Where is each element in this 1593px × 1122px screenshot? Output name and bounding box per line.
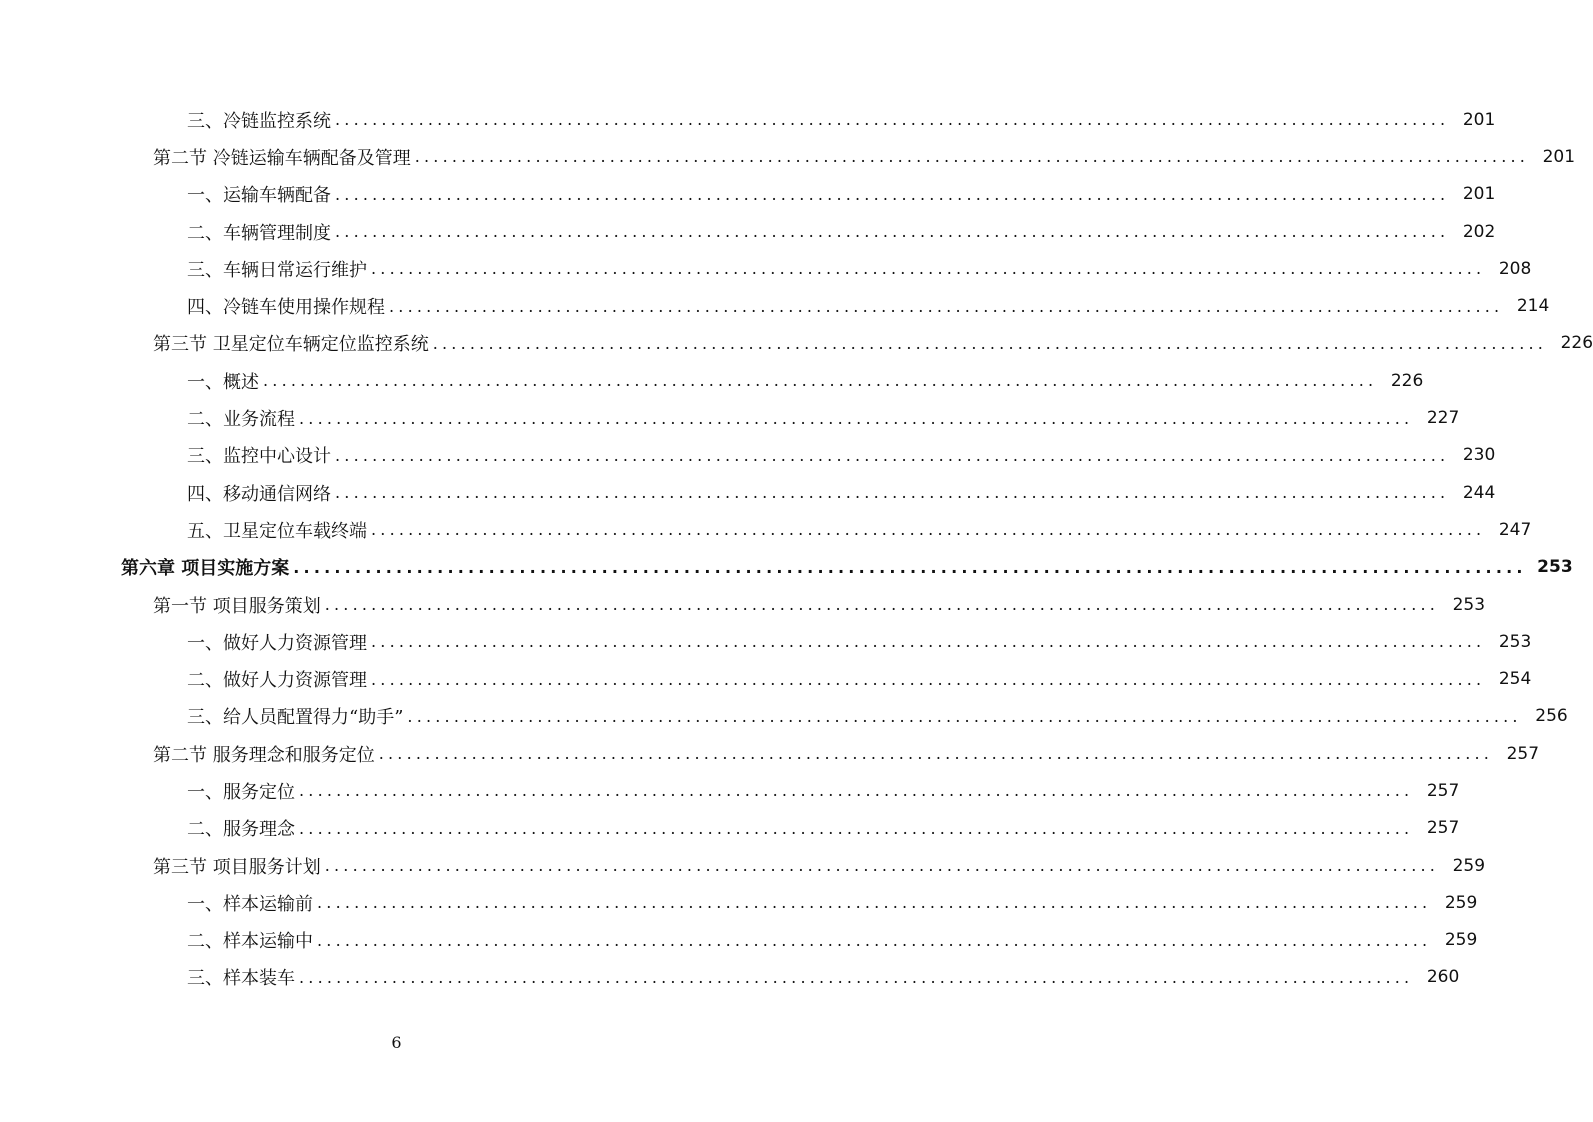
toc-entry[interactable] (0, 922, 1478, 959)
dot-leader: ........................................................................................................................ (293, 557, 1527, 577)
toc-entry[interactable] (0, 549, 1573, 586)
toc-entry[interactable] (0, 847, 1486, 884)
toc-entry[interactable] (0, 511, 1532, 548)
toc-entry-page: 259 (1444, 892, 1478, 913)
toc-entry-title: 第三节 项目服务计划 (153, 856, 321, 878)
toc-entry-title: 二、业务流程 (187, 409, 295, 431)
toc-entry-title: 第三节 卫星定位车辆定位监控系统 (153, 334, 429, 356)
toc-entry-page: 208 (1498, 258, 1532, 279)
toc-entry-page: 259 (1452, 855, 1486, 876)
toc-entry-title: 一、样本运输前 (187, 893, 313, 915)
toc-entry-page: 201 (1542, 146, 1576, 167)
toc-entry-page: 256 (1535, 706, 1568, 727)
toc-entry[interactable] (0, 287, 1550, 324)
toc-entry-title: 五、卫星定位车载终端 (187, 520, 367, 542)
toc-entry-page: 257 (1426, 780, 1460, 801)
toc-entry[interactable] (0, 772, 1460, 809)
toc-entry-title: 第一节 项目服务策划 (153, 595, 321, 617)
toc-entry-page: 214 (1516, 296, 1550, 317)
dot-leader: ........................................................................................................................ (371, 669, 1486, 689)
dot-leader: ........................................................................................................................ (335, 483, 1450, 503)
dot-leader: ........................................................................................................................ (389, 296, 1504, 316)
toc-entry-title: 一、服务定位 (187, 781, 295, 803)
toc-entry-page: 253 (1498, 631, 1532, 652)
toc-entry-page: 253 (1452, 594, 1486, 615)
toc-entry-page: 226 (1560, 333, 1593, 354)
toc-entry-page: 227 (1426, 408, 1460, 429)
toc-entry[interactable] (0, 250, 1532, 287)
toc-entry-title: 第二节 服务理念和服务定位 (153, 744, 375, 766)
dot-leader: ........................................................................................................................ (317, 930, 1432, 950)
dot-leader: ........................................................................................................................ (371, 632, 1486, 652)
toc-entry[interactable] (0, 176, 1496, 213)
dot-leader: ........................................................................................................................ (299, 818, 1414, 838)
toc-entry-page: 254 (1498, 669, 1532, 690)
toc-entry-title: 二、服务理念 (187, 819, 295, 841)
page-number: 6 (391, 1033, 402, 1052)
dot-leader: ........................................................................................................................ (335, 110, 1450, 130)
toc-entry-title: 一、运输车辆配备 (187, 185, 331, 207)
toc-entry-title: 四、冷链车使用操作规程 (187, 297, 385, 319)
dot-leader: ........................................................................................................................ (335, 184, 1450, 204)
toc-entry-title: 二、做好人力资源管理 (187, 670, 367, 692)
toc-entry-title: 三、冷链监控系统 (187, 110, 331, 132)
dot-leader: ........................................................................................................................ (432, 333, 1548, 353)
toc-entry[interactable] (0, 623, 1532, 660)
dot-leader: ........................................................................................................................ (299, 781, 1414, 801)
dot-leader: ........................................................................................................................ (371, 520, 1486, 540)
toc-entry[interactable] (0, 325, 1593, 362)
dot-leader: ........................................................................................................................ (335, 222, 1450, 242)
toc-entry[interactable] (0, 660, 1532, 697)
toc-entry-page: 259 (1444, 930, 1478, 951)
toc-entry-page: 257 (1506, 743, 1540, 764)
toc-entry-title: 二、车辆管理制度 (187, 222, 331, 244)
table-of-contents (0, 101, 1593, 996)
toc-entry-title: 三、监控中心设计 (187, 446, 331, 468)
toc-entry[interactable] (0, 474, 1496, 511)
toc-entry-title: 三、给人员配置得力“助手” (187, 707, 404, 729)
dot-leader: ........................................................................................................................ (371, 259, 1486, 279)
dot-leader: ........................................................................................................................ (324, 856, 1440, 876)
dot-leader: ........................................................................................................................ (299, 408, 1414, 428)
toc-entry-page: 257 (1426, 818, 1460, 839)
toc-entry-title: 三、样本装车 (187, 968, 295, 990)
toc-entry[interactable] (0, 586, 1486, 623)
toc-entry-page: 230 (1462, 445, 1496, 466)
toc-entry[interactable] (0, 138, 1576, 175)
toc-entry-page: 244 (1462, 482, 1496, 503)
toc-entry-page: 247 (1498, 519, 1532, 540)
toc-entry[interactable] (0, 884, 1478, 921)
toc-entry[interactable] (0, 437, 1496, 474)
toc-entry-page: 226 (1390, 370, 1424, 391)
toc-entry-title: 第二节 冷链运输车辆配备及管理 (153, 147, 411, 169)
dot-leader: ........................................................................................................................ (407, 706, 1522, 726)
dot-leader: ........................................................................................................................ (324, 595, 1440, 614)
dot-leader: ........................................................................................................................ (335, 445, 1450, 465)
toc-entry-title: 一、概述 (187, 371, 259, 393)
toc-entry[interactable] (0, 213, 1496, 250)
dot-leader: ........................................................................................................................ (414, 147, 1530, 167)
toc-entry-page: 202 (1462, 221, 1496, 242)
toc-entry-page: 201 (1462, 109, 1496, 130)
toc-entry[interactable] (0, 810, 1460, 847)
toc-entry-page: 201 (1462, 184, 1496, 205)
toc-entry[interactable] (0, 399, 1460, 436)
dot-leader: ........................................................................................................................ (378, 744, 1494, 764)
toc-entry-title: 四、移动通信网络 (187, 483, 331, 505)
toc-entry[interactable] (0, 959, 1460, 996)
dot-leader: ........................................................................................................................ (263, 371, 1378, 391)
dot-leader: ........................................................................................................................ (299, 967, 1414, 987)
toc-entry-title: 第六章 项目实施方案 (121, 558, 290, 580)
toc-entry-title: 三、车辆日常运行维护 (187, 259, 367, 281)
toc-entry-page: 253 (1537, 557, 1573, 578)
toc-entry[interactable] (0, 735, 1540, 772)
toc-entry[interactable] (0, 101, 1496, 138)
toc-entry[interactable] (0, 698, 1568, 735)
toc-entry-title: 二、样本运输中 (187, 931, 313, 953)
dot-leader: ........................................................................................................................ (317, 893, 1432, 913)
toc-entry-page: 260 (1426, 967, 1460, 988)
toc-entry[interactable] (0, 362, 1424, 399)
toc-entry-title: 一、做好人力资源管理 (187, 632, 367, 654)
